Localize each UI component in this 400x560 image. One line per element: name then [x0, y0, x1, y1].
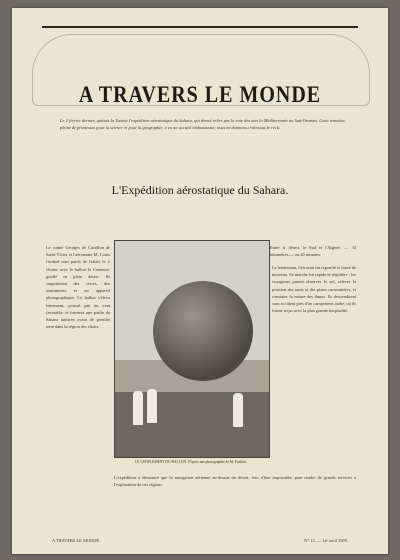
article-column-bottom: L'expédition a démontré que la navigation aérienne au-dessus du désert, loin d'être impossible, peut rendre de grands services à l'exploration de ces régions. [114, 475, 356, 488]
article-column-right-top: Entre le désert, le Sud et l'Algérie, — 34 kilomètres — en 40 minutes. [270, 245, 356, 258]
article-column-left: Le comte Georges de Castillon de Saint-Victor et l'aéronaute M. Louis Godard sont partis de Gabès le 2 février avec le ballon le Centaure, gonflé en plein désert. Ils emportaient des vivres, des instruments et un appareil photographique. Le ballon s'éleva lentement, poussé par un vent favorable, et traversa une partie du Sahara tunisien avant de prendre terre dans la région des chotts. [46, 245, 110, 330]
article-title: L'Expédition aérostatique du Sahara. [111, 183, 289, 197]
person-figure [133, 391, 143, 425]
intro-paragraph: Le 2 février dernier, quittait la Tunisie l'expédition aérostatique du Sahara, qui devait relier par la voie des airs la Méditerranée au Sud-Oranais. Cette tentative, pleine de promesses pour la science et pour la géographie, a eu un accueil enthousiaste; nous en donnons ci-dessous le récit. [60, 118, 346, 130]
balloon-photo [114, 240, 270, 458]
person-figure [147, 389, 157, 423]
balloon-shape [153, 281, 253, 381]
footer-left: A TRAVERS LE MONDE. [52, 538, 101, 543]
photo-caption: LE GONFLEMENT DU BALLON. D'après une photographie de M. Fonthès. [134, 460, 248, 464]
person-figure [233, 393, 243, 427]
article-column-right: Le lendemain, l'aérostat fut regonflé et lancé de nouveau. Sa marche fut rapide et régulière ; les voyageurs purent observer le sol, relever la position des oasis et des pistes caravanières, et constater la nature des dunes. Ils descendirent sans accident près d'un campement arabe, où ils furent reçus avec la plus grande hospitalité. [272, 265, 356, 314]
page [12, 8, 388, 554]
footer-right: N° 13. — 1er avril 1905. [304, 538, 348, 543]
masthead-title: A TRAVERS LE MONDE [78, 82, 322, 108]
page-footer [52, 538, 348, 543]
masthead [42, 26, 358, 112]
